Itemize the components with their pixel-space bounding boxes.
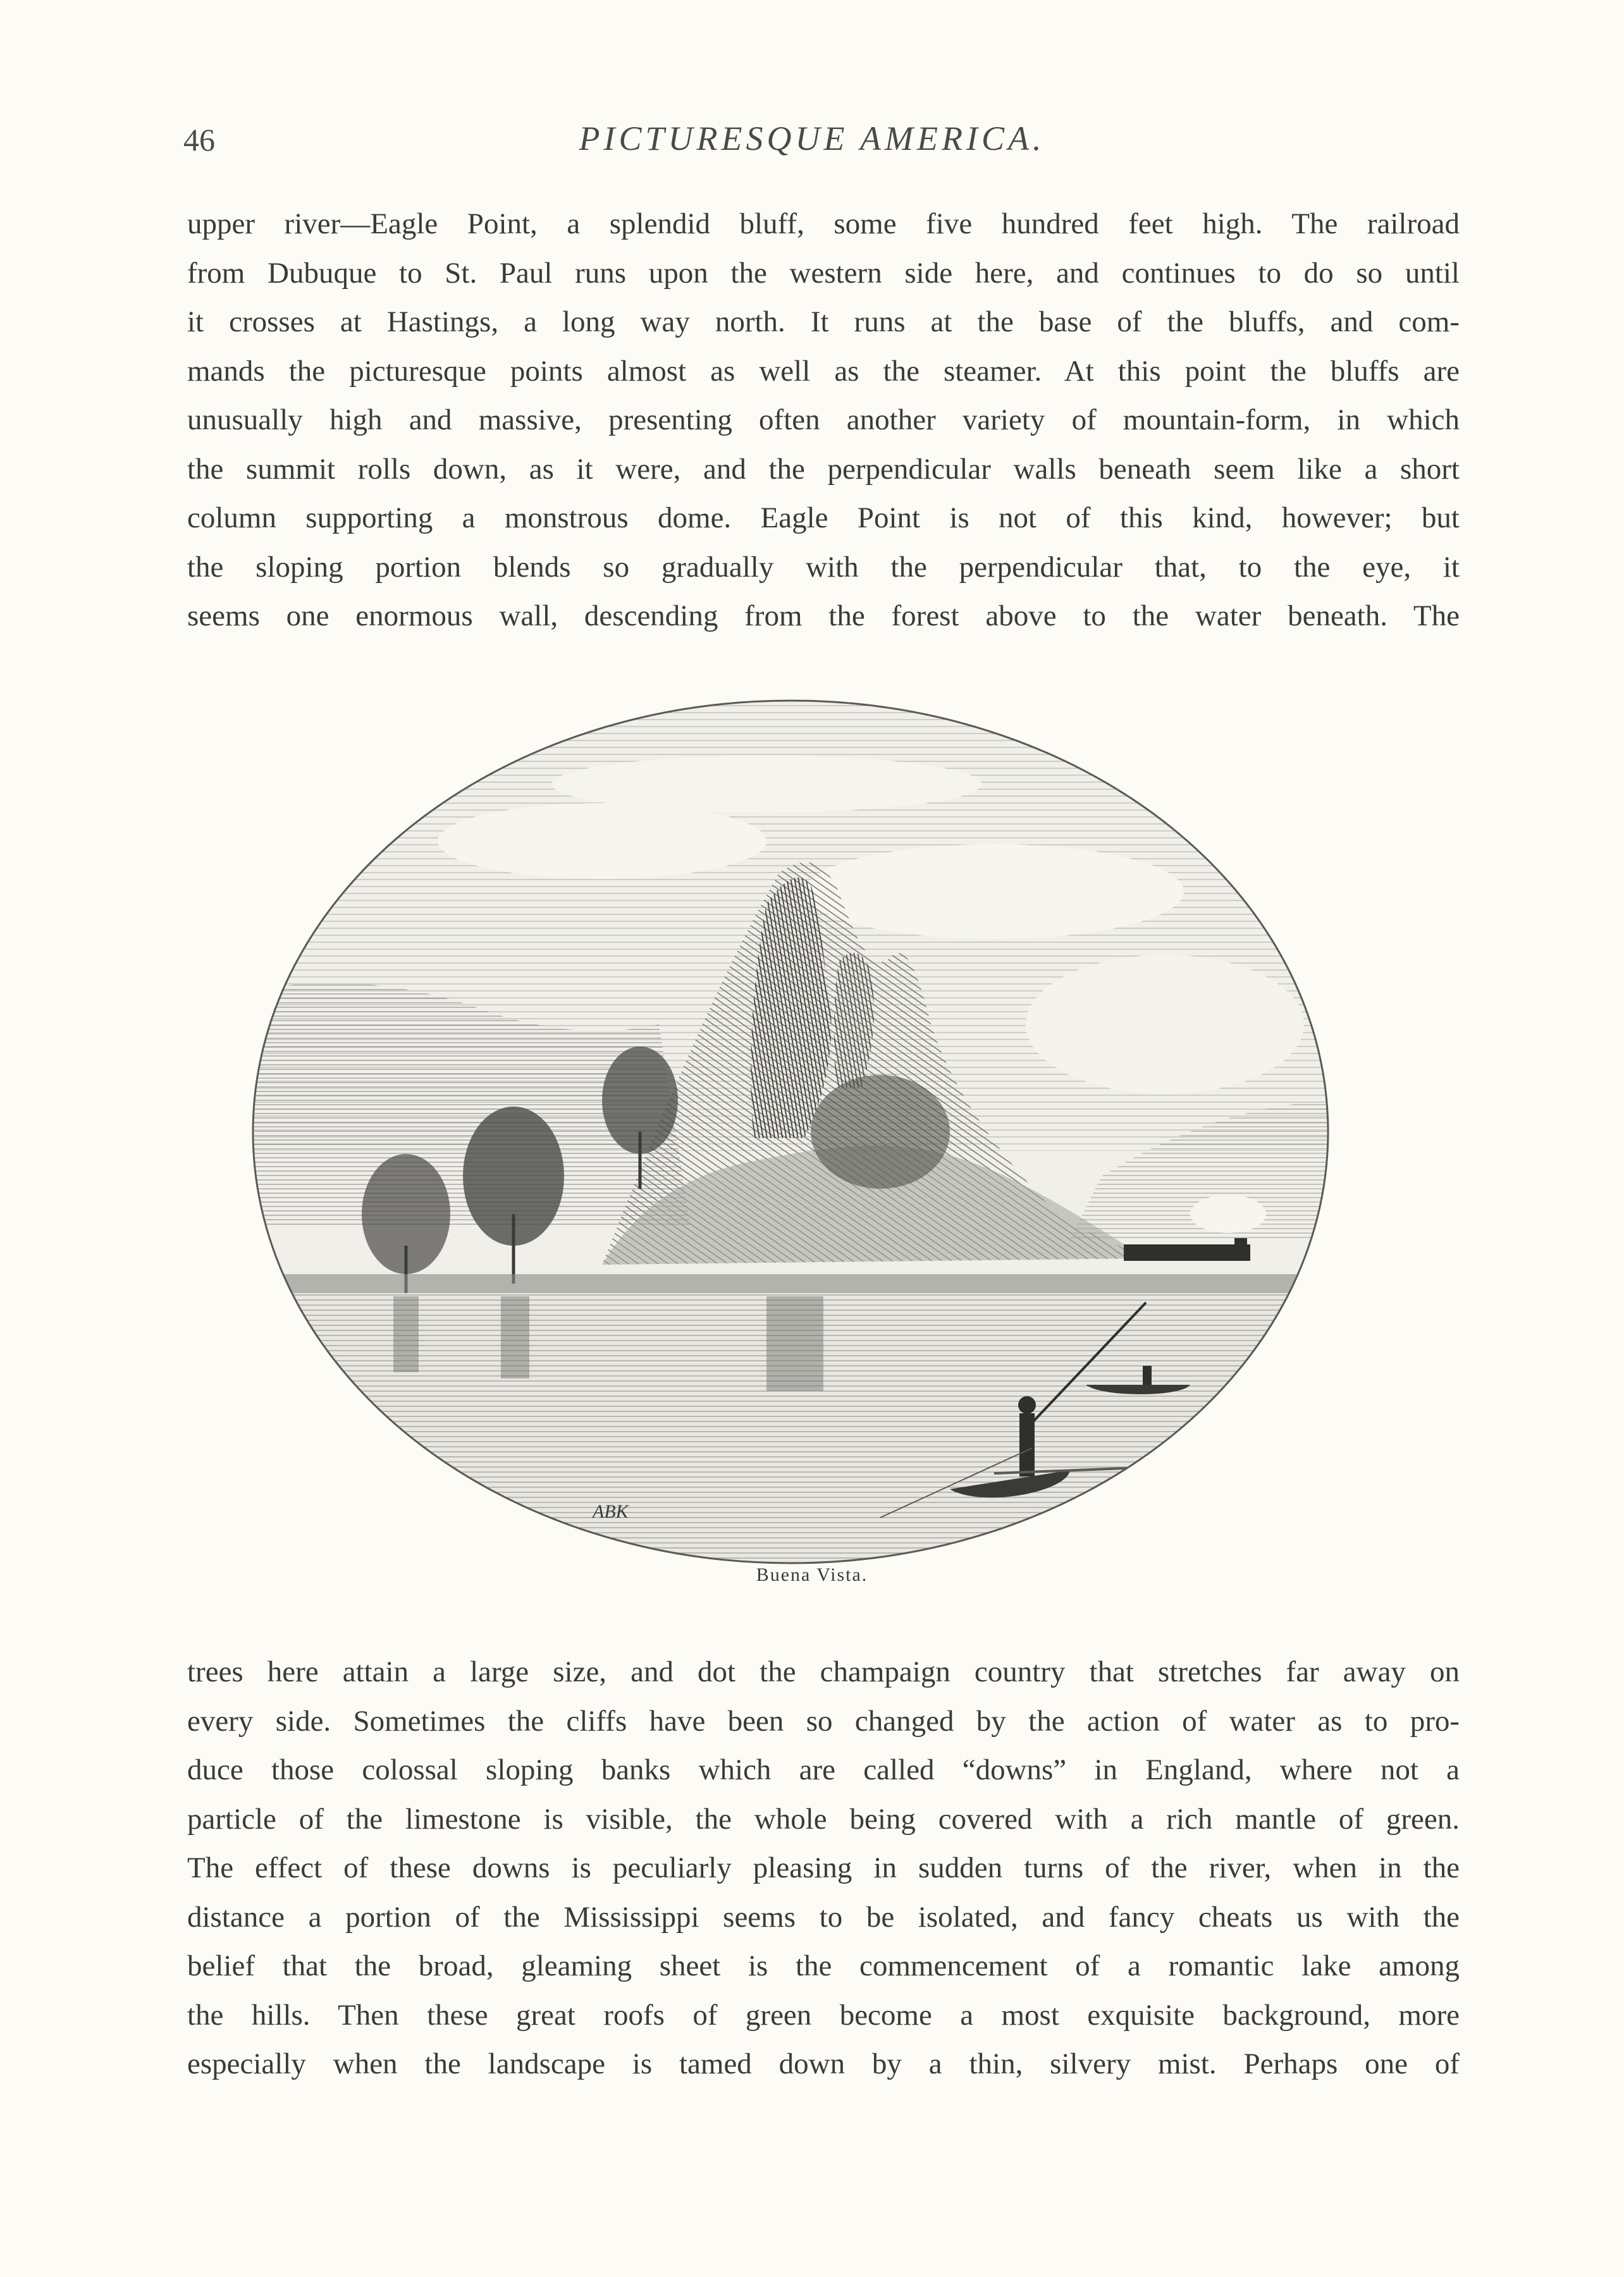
text-line: upper river—Eagle Point, a splendid bluff, some five hundred feet high. The railroad bbox=[187, 207, 1460, 240]
text-line: duce those colossal sloping banks which are called “downs” in England, where not a bbox=[187, 1753, 1460, 1786]
text-line: from Dubuque to St. Paul runs upon the western side here, and continues to do so until bbox=[187, 256, 1460, 290]
paragraph-top bbox=[187, 200, 1460, 641]
text-line: especially when the landscape is tamed down by a thin, silvery mist. Perhaps one of bbox=[187, 2047, 1460, 2080]
text-line: the hills. Then these great roofs of green become a most exquisite background, more bbox=[187, 1998, 1460, 2032]
paragraph-bottom bbox=[187, 1648, 1460, 2089]
text-line: belief that the broad, gleaming sheet is the commencement of a romantic lake among bbox=[187, 1949, 1460, 1982]
text-line: it crosses at Hastings, a long way north. It runs at the base of the bluffs, and com- bbox=[187, 305, 1460, 338]
text-line: column supporting a monstrous dome. Eagle Point is not of this kind, however; but bbox=[187, 501, 1460, 534]
text-line: unusually high and massive, presenting often another variety of mountain-form, in which bbox=[187, 403, 1460, 436]
buena-vista-engraving bbox=[248, 696, 1333, 1568]
page-number: 46 bbox=[183, 122, 215, 157]
text-line: distance a portion of the Mississippi seems to be isolated, and fancy cheats us with the bbox=[187, 1900, 1460, 1934]
text-line: trees here attain a large size, and dot the champaign country that stretches far away on bbox=[187, 1655, 1460, 1688]
illustration-caption: Buena Vista. bbox=[756, 1564, 868, 1585]
text-line: The effect of these downs is peculiarly pleasing in sudden turns of the river, when in the bbox=[187, 1851, 1460, 1884]
text-line: every side. Sometimes the cliffs have been so changed by the action of water as to pro- bbox=[187, 1704, 1460, 1738]
engraver-mark: ABK bbox=[593, 1501, 629, 1522]
text-line: the sloping portion blends so gradually with the perpendicular that, to the eye, it bbox=[187, 550, 1460, 584]
text-line: particle of the limestone is visible, the whole being covered with a rich mantle of green. bbox=[187, 1802, 1460, 1836]
running-title: PICTURESQUE AMERICA. bbox=[579, 120, 1045, 157]
text-line: seems one enormous wall, descending from the forest above to the water beneath. The bbox=[187, 599, 1460, 632]
text-line: the summit rolls down, as it were, and the perpendicular walls beneath seem like a short bbox=[187, 452, 1460, 486]
text-line: mands the picturesque points almost as well as the steamer. At this point the bluffs are bbox=[187, 354, 1460, 388]
